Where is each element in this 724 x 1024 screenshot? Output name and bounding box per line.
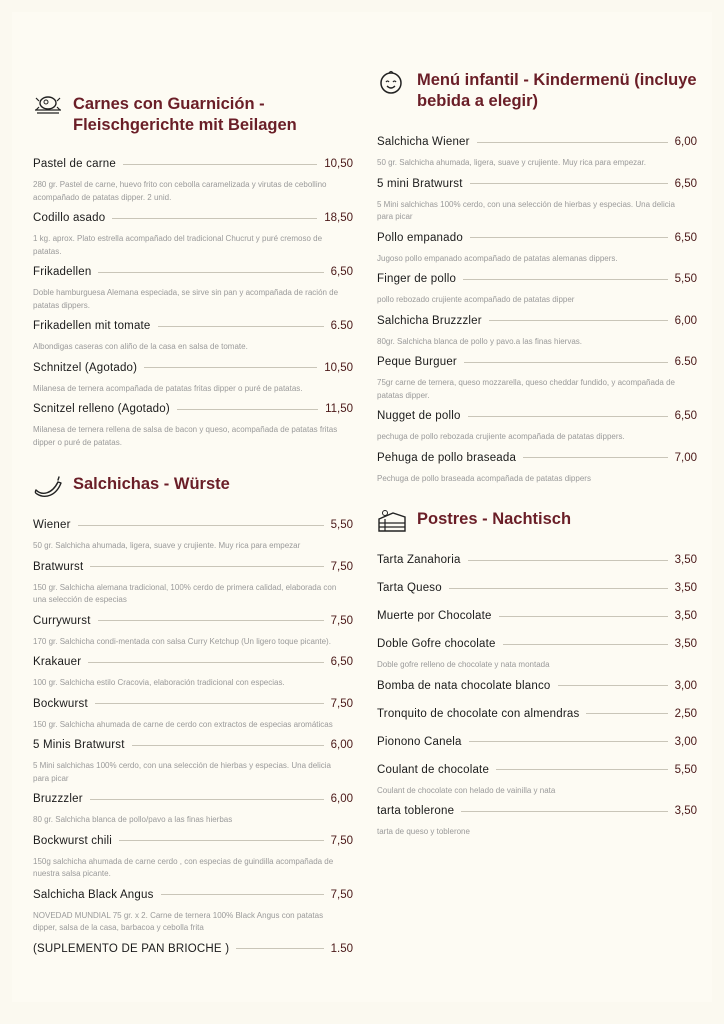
item-price: 7,50 (330, 834, 353, 847)
leader-line (95, 703, 324, 704)
leader-line (463, 279, 668, 280)
leader-line (499, 616, 668, 617)
menu-item (33, 210, 353, 258)
item-description: 100 gr. Salchicha estilo Cracovia, elaboración tradicional con especias. (33, 678, 285, 687)
menu-item (377, 230, 697, 266)
menu-item (377, 552, 697, 568)
menu-item (33, 264, 353, 312)
item-price: 7,00 (674, 451, 697, 464)
menu-item-row (33, 737, 353, 753)
item-price: 3,50 (674, 610, 697, 622)
menu-item-row (377, 636, 697, 652)
item-name: 5 mini Bratwurst (377, 177, 463, 190)
item-name: Doble Gofre chocolate (377, 638, 496, 650)
menu-item (377, 313, 697, 349)
item-description: tarta de queso y toblerone (377, 827, 470, 836)
item-name: Bockwurst (33, 697, 88, 710)
item-price: 6,00 (674, 136, 697, 148)
section-title: Menú infantil - Kindermenü (incluye bebida a elegir) (417, 71, 697, 110)
item-name: Salchicha Bruzzzler (377, 314, 482, 327)
leader-line (586, 713, 667, 714)
item-description: pollo rebozado crujiente acompañado de patatas dipper (377, 295, 575, 304)
item-description: 150g salchicha ahumada de carne cerdo , con especias de guindilla acompañada de nuestra salsa picante. (33, 856, 334, 878)
menu-item-row (33, 654, 353, 670)
menu-item-row (33, 210, 353, 226)
item-description: Milanesa de ternera acompañada de patatas fritas dipper o puré de patatas. (33, 383, 303, 393)
leader-line (470, 237, 668, 238)
menu-item-row (33, 941, 353, 957)
menu-item (33, 654, 353, 690)
item-price: 6,50 (674, 231, 697, 244)
item-name: 5 Minis Bratwurst (33, 739, 125, 751)
item-price: 1.50 (330, 942, 353, 955)
menu-item-row (33, 156, 353, 172)
menu-item (377, 408, 697, 444)
menu-item-row (33, 696, 353, 712)
sausage-icon (33, 474, 63, 500)
item-price: 3,00 (674, 679, 697, 692)
menu-item (377, 450, 697, 486)
menu-item (33, 360, 353, 396)
item-name: Pastel de carne (33, 158, 116, 170)
item-name: Scnitzel relleno (Agotado) (33, 403, 170, 415)
item-name: Wiener (33, 519, 71, 531)
menu-item (377, 734, 697, 750)
section-salchichas (33, 474, 353, 955)
roast-pig-icon (33, 94, 63, 120)
leader-line (98, 272, 323, 273)
menu-item-row (377, 762, 697, 778)
baby-face-icon (377, 70, 407, 96)
menu-item (377, 134, 697, 170)
menu-item (377, 271, 697, 307)
item-price: 6,50 (674, 410, 697, 422)
menu-item-row (33, 318, 353, 334)
item-price: 11,50 (325, 403, 353, 415)
item-price: 7,50 (330, 614, 353, 627)
menu-item-row (33, 401, 353, 417)
item-name: Tarta Queso (377, 582, 442, 594)
item-price: 2,50 (674, 707, 697, 720)
menu-item-row (377, 408, 697, 424)
menu-item (377, 678, 697, 694)
menu-item-row (377, 271, 697, 287)
item-price: 3,50 (674, 805, 697, 817)
item-price: 3,50 (674, 582, 697, 594)
item-list (33, 156, 353, 455)
item-price: 3,00 (674, 735, 697, 748)
leader-line (112, 218, 317, 219)
item-price: 18,50 (324, 212, 353, 224)
leader-line (132, 745, 324, 746)
menu-item-row (33, 264, 353, 280)
menu-item-row (33, 559, 353, 575)
item-name: Tarta Zanahoria (377, 554, 461, 566)
item-name: Pollo empanado (377, 231, 463, 244)
item-name: Finger de pollo (377, 273, 457, 285)
item-name: Salchicha Wiener (377, 136, 470, 148)
section-title: Postres - Nachtisch (417, 510, 572, 528)
menu-item-row (377, 450, 697, 466)
item-name: Schnitzel (Agotado) (33, 361, 138, 374)
leader-line (119, 840, 324, 841)
item-name: Codillo asado (33, 212, 106, 224)
item-name: Tronquito de chocolate con almendras (377, 707, 580, 720)
item-name: tarta toblerone (377, 805, 455, 817)
menu-item (33, 156, 353, 204)
item-name: Nugget de pollo (377, 410, 461, 422)
menu-item-row (33, 833, 353, 849)
leader-line (449, 588, 668, 589)
item-price: 3,50 (674, 638, 697, 650)
leader-line (470, 183, 668, 184)
section-carnes (33, 94, 353, 447)
item-name: Krakauer (33, 656, 82, 668)
menu-item-row (377, 706, 697, 722)
item-description: 150 gr. Salchicha ahumada de carne de cerdo con extractos de especias aromáticas (33, 719, 333, 729)
menu-item (33, 941, 353, 957)
menu-item-row (377, 176, 697, 192)
item-description: pechuga de pollo rebozada crujiente acompañada de patatas dippers. (377, 432, 625, 441)
leader-line (468, 416, 668, 417)
menu-item-row (33, 360, 353, 376)
item-description: 5 Mini salchichas 100% cerdo, con una selección de hierbas y especias. Una delicia para picar (377, 199, 675, 221)
menu-item-row (377, 608, 697, 624)
menu-item (377, 706, 697, 722)
item-description: 80gr. Salchicha blanca de pollo y pavo.a las finas hiervas. (377, 336, 583, 346)
menu-item-row (377, 678, 697, 694)
menu-item-row (377, 552, 697, 568)
menu-item (33, 613, 353, 649)
item-name: Coulant de chocolate (377, 763, 490, 776)
leader-line (461, 811, 667, 812)
item-description: 280 gr. Pastel de carne, huevo frito con cebolla caramelizada y virutas de cebollino acompañado de patatas dipper. 2 unid. (33, 180, 327, 202)
leader-line (98, 620, 324, 621)
menu-item-row (377, 354, 697, 370)
item-description: 1 kg. aprox. Plato estrella acompañado del tradicional Chucrut y puré cremoso de patatas. (33, 234, 323, 256)
item-description: Coulant de chocolate con helado de vainilla y nata (377, 785, 556, 795)
section-postres (377, 509, 697, 836)
leader-line (78, 525, 324, 526)
item-list (377, 552, 697, 845)
item-name: (SUPLEMENTO DE PAN BRIOCHE ) (33, 942, 230, 955)
item-price: 6.50 (330, 320, 353, 332)
item-description: Milanesa de ternera rellena de salsa de bacon y queso, acompañada de patatas fritas dipper o puré de patatas. (33, 425, 338, 447)
section-title: Salchichas - Würste (73, 475, 230, 493)
item-price: 6,00 (330, 739, 353, 751)
leader-line (468, 560, 668, 561)
item-price: 10,50 (324, 361, 353, 374)
item-name: Bomba de nata chocolate blanco (377, 679, 551, 692)
leader-line (158, 326, 324, 327)
item-name: Frikadellen (33, 266, 92, 278)
menu-item (33, 887, 353, 935)
leader-line (90, 566, 323, 567)
item-list (377, 134, 697, 491)
item-name: Frikadellen mit tomate (33, 320, 151, 332)
item-name: Bratwurst (33, 560, 84, 573)
item-price: 7,50 (330, 888, 353, 901)
item-description: 5 Mini salchichas 100% cerdo, con una selección de hierbas y especias. Una delicia para picar (33, 761, 331, 783)
menu-item (377, 580, 697, 596)
item-description: Doble gofre relleno de chocolate y nata montada (377, 660, 550, 669)
menu-item-row (377, 313, 697, 329)
item-price: 6,00 (674, 314, 697, 327)
item-name: Salchicha Black Angus (33, 888, 154, 901)
item-price: 7,50 (330, 560, 353, 573)
leader-line (496, 769, 668, 770)
item-price: 6,50 (330, 266, 353, 278)
menu-item (33, 517, 353, 553)
menu-item (377, 762, 697, 798)
menu-item (33, 737, 353, 785)
item-price: 5,50 (330, 519, 353, 531)
leader-line (177, 409, 318, 410)
leader-line (161, 894, 324, 895)
menu-item (377, 608, 697, 624)
item-name: Currywurst (33, 614, 91, 627)
leader-line (123, 164, 317, 165)
menu-item-row (377, 803, 697, 819)
item-price: 6,00 (330, 793, 353, 805)
leader-line (236, 948, 323, 949)
menu-item-row (377, 230, 697, 246)
item-name: Muerte por Chocolate (377, 610, 492, 622)
item-price: 5,50 (674, 763, 697, 776)
item-name: Pehuga de pollo braseada (377, 451, 517, 464)
item-price: 10,50 (324, 158, 353, 170)
cake-slice-icon (377, 509, 407, 535)
menu-item (33, 696, 353, 732)
item-description: 170 gr. Salchicha condi-mentada con salsa Curry Ketchup (Un ligero toque picante). (33, 636, 331, 646)
item-price: 6,50 (330, 656, 353, 668)
menu-item (33, 559, 353, 607)
leader-line (144, 367, 317, 368)
menu-item-row (377, 734, 697, 750)
item-name: Pionono Canela (377, 735, 462, 748)
menu-item (33, 401, 353, 449)
menu-item (377, 636, 697, 672)
menu-item (377, 354, 697, 402)
item-price: 5,50 (674, 273, 697, 285)
section-infantil (377, 70, 697, 483)
menu-item (377, 176, 697, 224)
item-price: 3,50 (674, 554, 697, 566)
section-title: Carnes con Guarnición - Fleischgerichte mit Beilagen (73, 95, 297, 134)
item-name: Bockwurst chili (33, 834, 113, 847)
item-description: NOVEDAD MUNDIAL 75 gr. x 2. Carne de ternera 100% Black Angus con patatas dipper, salsa de la casa, barbacoa y cebolla frita (33, 910, 324, 932)
item-description: Doble hamburguesa Alemana especiada, se sirve sin pan y acompañada de ración de patatas dippers. (33, 288, 339, 310)
leader-line (558, 685, 668, 686)
item-name: Peque Burguer (377, 356, 457, 368)
menu-item-row (377, 134, 697, 150)
menu-item (33, 791, 353, 827)
leader-line (90, 799, 324, 800)
leader-line (477, 142, 668, 143)
leader-line (523, 457, 668, 458)
item-description: 80 gr. Salchicha blanca de pollo/pavo a las finas hierbas (33, 815, 233, 824)
menu-item-row (33, 791, 353, 807)
menu-item-row (33, 887, 353, 903)
item-description: 150 gr. Salchicha alemana tradicional, 100% cerdo de primera calidad, elaborada con una selección de especias (33, 582, 337, 604)
leader-line (469, 741, 668, 742)
item-description: Jugoso pollo empanado acompañado de patatas alemanas dippers. (377, 253, 618, 263)
item-description: Albondigas caseras con aliño de la casa en salsa de tomate. (33, 342, 248, 351)
item-price: 6,50 (674, 177, 697, 190)
item-description: 50 gr. Salchicha ahumada, ligera, suave y crujiente. Muy rica para empezar. (377, 158, 647, 167)
item-description: Pechuga de pollo braseada acompañada de patatas dippers (377, 473, 591, 483)
item-list (33, 517, 353, 969)
menu-item-row (33, 517, 353, 533)
menu-item (377, 803, 697, 839)
menu-item-row (377, 580, 697, 596)
leader-line (503, 644, 668, 645)
item-price: 6.50 (674, 356, 697, 368)
menu-item (33, 318, 353, 354)
leader-line (489, 320, 668, 321)
menu-item (33, 833, 353, 881)
item-description: 75gr carne de ternera, queso mozzarella, queso cheddar fundido, y acompañada de patatas dipper. (377, 378, 675, 400)
item-name: Bruzzzler (33, 793, 83, 805)
item-price: 7,50 (330, 697, 353, 710)
item-description: 50 gr. Salchicha ahumada, ligera, suave y crujiente. Muy rica para empezar (33, 541, 301, 550)
leader-line (88, 662, 323, 663)
menu-item-row (33, 613, 353, 629)
leader-line (464, 362, 668, 363)
